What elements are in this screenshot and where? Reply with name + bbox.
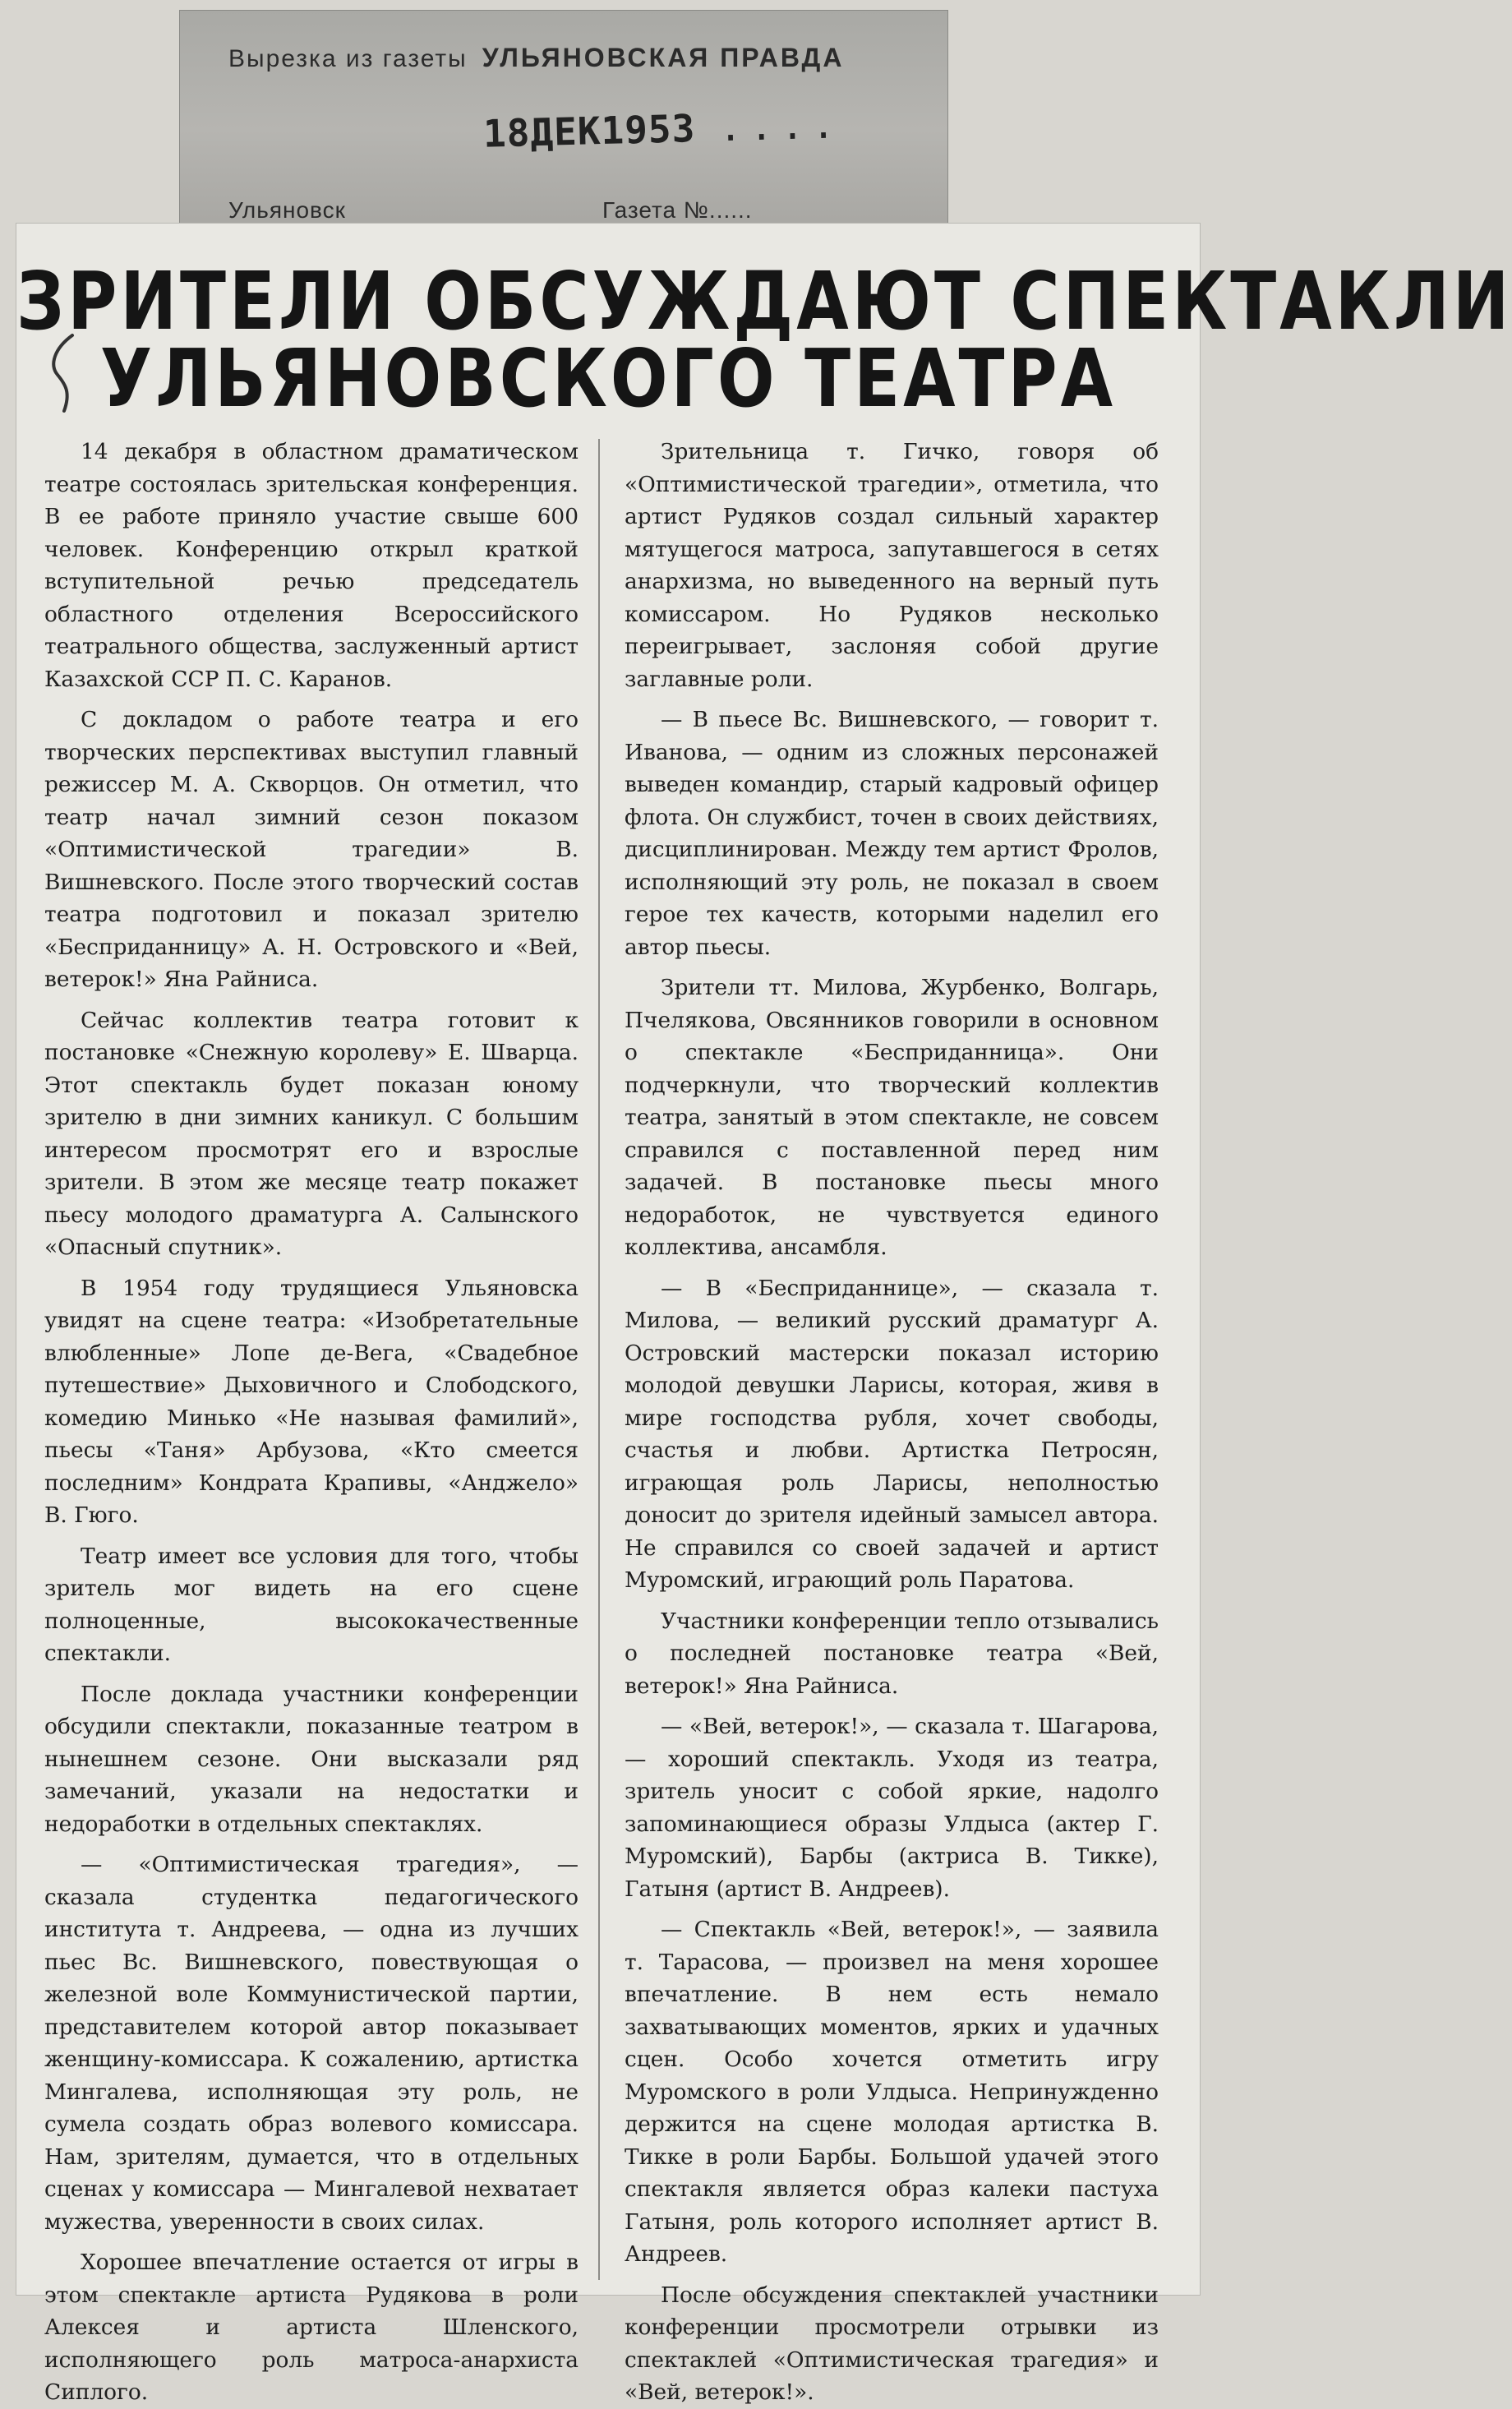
article-paragraph: Зрители тт. Милова, Журбенко, Волгарь, Пчелякова, Овсянников говорили в основном о спектакле «Бесприданница». Они подчеркнули, что творческий коллектив театра, занятый в этом спектакле, не совсем справился с поставленной перед ним задачей. В постановке пьесы много недоработок, не чувствуется единого коллектива, ансамбля. <box>625 975 1159 1260</box>
article-paragraph: — В «Бесприданнице», — сказала т. Милова, — великий русский драматург А. Островский мастерски показал историю молодой девушки Ларисы, которая, живя в мире господства рубля, хочет свободы, счастья и любви. Артистка Петросян, играющая роль Ларисы, неполностью доносит до зрителя идейный замысел автора. Не справился со своей задачей и артист Муромский, играющий роль Паратова. <box>625 1275 1159 1593</box>
date-stamp-dots: .... <box>718 102 844 150</box>
article-column-right <box>625 436 1159 2409</box>
clipping-label-card <box>179 10 948 228</box>
article-paragraph: Зрительница т. Гичко, говоря об «Оптимистической трагедии», отметила, что артист Рудяков создал сильный характер мятущегося матроса, запутавшегося в сетях анархизма, но выведенного на верный путь комиссаром. Но Рудяков несколько переигрывает, заслоняя собой другие заглавные роли. <box>625 439 1159 692</box>
date-stamp <box>482 102 843 155</box>
article-paragraph: — Спектакль «Вей, ветерок!», — заявила т. Тарасова, — произвел на меня хорошее впечатление. В нем есть немало захватывающих моментов, ярких и удачных сцен. Особо хочется отметить игру Муромского в роли Улдыса. Непринужденно держится на сцене молодая артистка В. Тикке в роли Барбы. Большой удачей этого спектакля является образ калеки пастуха Гатыня, роль которого исполняет артист В. Андреев. <box>625 1917 1159 2267</box>
article-paragraph: — В пьесе Вс. Вишневского, — говорит т. Иванова, — одним из сложных персонажей выведен командир, старый кадровый офицер флота. Он службист, точен в своих действиях, дисциплинирован. Между тем артист Фролов, исполняющий эту роль, не показал в своем герое тех качеств, которыми наделил его автор пьесы. <box>625 707 1159 960</box>
article-paragraph: Хорошее впечатление остается от игры в этом спектакле артиста Рудякова в роли Алексея и артиста Шленского, исполняющего роль матроса-анархиста Сиплого. <box>44 2250 579 2405</box>
city-name: Ульяновск <box>228 197 346 223</box>
article-paragraph: — «Вей, ветерок!», — сказала т. Шагарова, — хороший спектакль. Уходя из театра, зритель уносит с собой яркие, надолго запоминающиеся образы Улдыса (актер Г. Муромский), Барбы (актриса В. Тикке), Гатыня (артист В. Андреев). <box>625 1714 1159 1902</box>
gazeta-number-label: Газета №...... <box>602 197 753 223</box>
newspaper-name: УЛЬЯНОВСКАЯ ПРАВДА <box>482 43 845 72</box>
article-paragraph: 14 декабря в областном драматическом театре состоялась зрительская конференция. В ее работе приняло участие свыше 600 человек. Конференцию открыл краткой вступительной речью председатель областного отделения Всероссийского театрального общества, заслуженный артист Казахской ССР П. С. Каранов. <box>44 439 579 692</box>
article-paragraph: В 1954 году трудящиеся Ульяновска увидят на сцене театра: «Изобретательные влюбленные» Лопе де-Вега, «Свадебное путешествие» Дыховичного и Слободского, комедию Минько «Не называя фамилий», пьесы «Таня» Арбузова, «Кто смеется последним» Кондрата Крапивы, «Анджело» В. Гюго. <box>44 1275 579 1528</box>
article-paragraph: — «Оптимистическая трагедия», — сказала студентка педагогического института т. Андреева, — одна из лучших пьес Вс. Вишневского, повествующая о железной воле Коммунистической партии, представителем которой автор показывает женщину-комиссара. К сожалению, артистка Мингалева, исполняющая эту роль, не сумела создать образ волевого комиссара. Нам, зрителям, думается, что в отдельных сценах у комиссара — Мингалевой нехватает мужества, уверенности в своих силах. <box>44 1852 579 2235</box>
headline-line-2: УЛЬЯНОВСКОГО ТЕАТРА <box>99 333 1117 426</box>
clipping-source-line <box>228 43 844 73</box>
article-paragraph: Сейчас коллектив театра готовит к постановке «Снежную королеву» Е. Шварца. Этот спектакль будет показан юному зрителю в дни зимних каникул. С большим интересом просмотрят его и взрослые зрители. В этом же месяце театр покажет пьесу молодого драматурга А. Салынского «Опасный спутник». <box>44 1007 579 1260</box>
clipping-city-line <box>228 197 753 224</box>
newspaper-clipping <box>16 224 1512 2405</box>
article-paragraph: С докладом о работе театра и его творческих перспективах выступил главный режиссер М. А. Скворцов. Он отметил, что театр начал зимний сезон показом «Оптимистической трагедии» В. Вишневского. После этого творческий состав театра подготовил и показал зрителю «Бесприданницу» А. Н. Островского и «Вей, ветерок!» Яна Райниса. <box>44 707 579 992</box>
article-paragraph: После обсуждения спектаклей участники конференции просмотрели отрывки из спектаклей «Оптимистическая трагедия» и «Вей, ветерок!». <box>625 2282 1159 2405</box>
article-paragraph: Театр имеет все условия для того, чтобы зритель мог видеть на его сцене полноценные, высококачественные спектакли. <box>44 1543 579 1666</box>
clipping-source-prefix: Вырезка из газеты <box>228 45 468 72</box>
headline-line-1: ЗРИТЕЛИ ОБСУЖДАЮТ СПЕКТАКЛИ <box>16 256 1512 348</box>
article-paragraph: После доклада участники конференции обсудили спектакли, показанные театром в нынешнем сезоне. Они высказали ряд замечаний, указали на недостатки и недоработки в отдельных спектаклях. <box>44 1681 579 1837</box>
date-stamp-value: 18ДЕК1953 <box>482 105 696 156</box>
column-divider <box>598 439 600 2280</box>
article-column-left <box>44 436 579 2409</box>
article-paragraph: Участники конференции тепло отзывались о последней постановке театра «Вей, ветерок!» Яна Райниса. <box>625 1608 1159 1699</box>
